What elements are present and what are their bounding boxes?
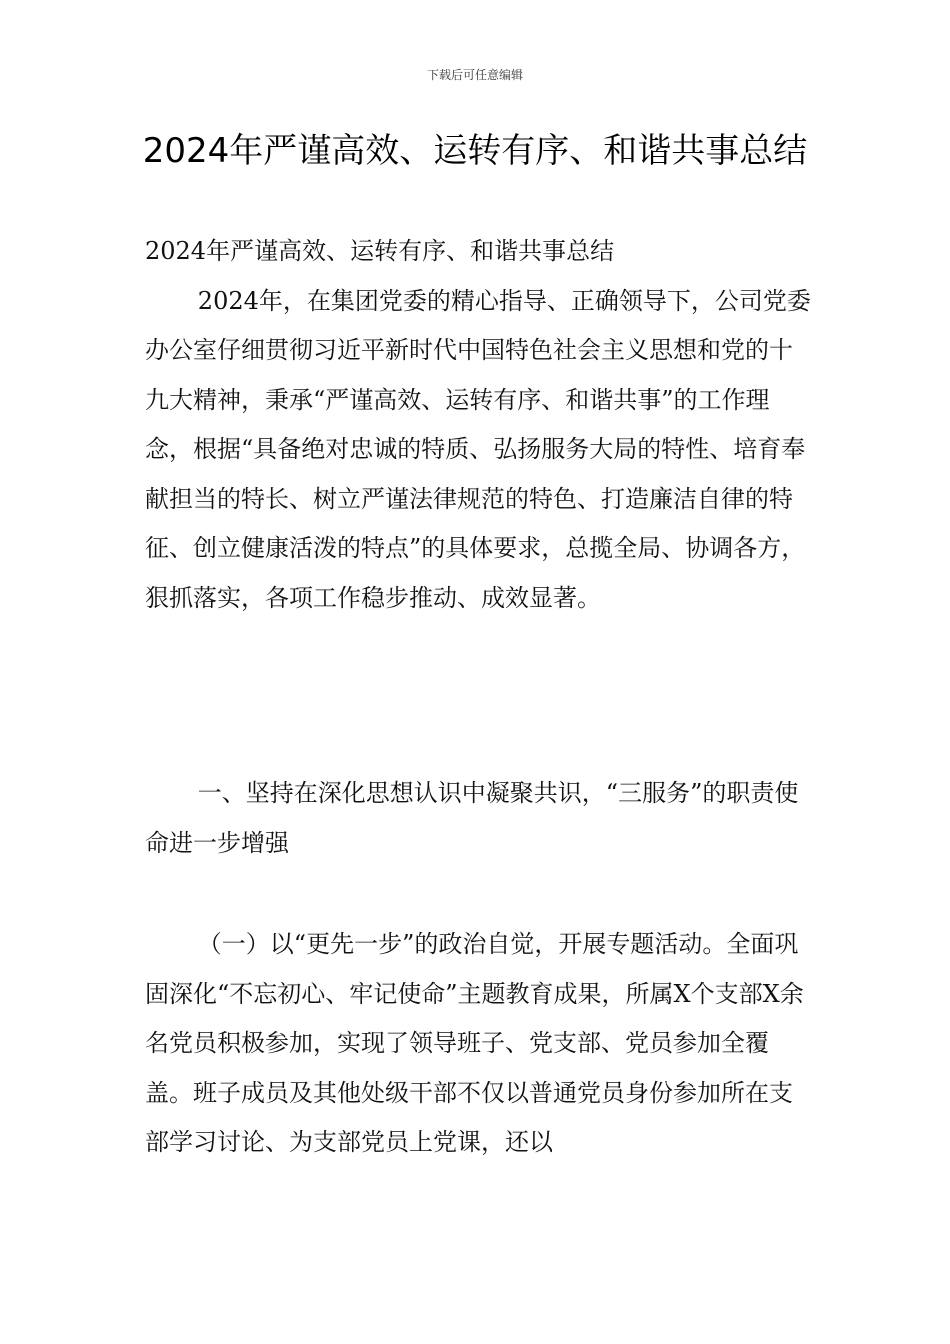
document-title: 2024年严谨高效、运转有序、和谐共事总结 xyxy=(142,131,808,171)
intro-paragraph: 2024年，在集团党委的精心指导、正确领导下，公司党委办公室仔细贯彻习近平新时代中国特色社会主义思想和党的十九大精神，秉承“严谨高效、运转有序、和谐共事”的工作理念，根据“具备绝对忠诚的特质、弘扬服务大局的特性、培育奉献担当的特长、树立严谨法律规范的特色、打造廉洁自律的特征、创立健康活泼的特点”的具体要求，总揽全局、协调各方，狠抓落实，各项工作稳步推动、成效显著。 xyxy=(145,286,811,612)
document-body xyxy=(145,227,813,1168)
subsection-paragraph-1: （一）以“更先一步”的政治自觉，开展专题活动。全面巩固深化“不忘初心、牢记使命”主题教育成果，所属X个支部X余名党员积极参加，实现了领导班子、党支部、党员参加全覆盖。班子成员及其他处级干部不仅以普通党员身份参加所在支部学习讨论、为支部党员上党课，还以 xyxy=(145,930,804,1156)
document-subtitle: 2024年严谨高效、运转有序、和谐共事总结 xyxy=(145,237,615,265)
section-heading-1: 一、坚持在深化思想认识中凝聚共识，“三服务”的职责使命进一步增强 xyxy=(145,779,799,857)
header-note: 下载后可任意编辑 xyxy=(426,68,523,82)
